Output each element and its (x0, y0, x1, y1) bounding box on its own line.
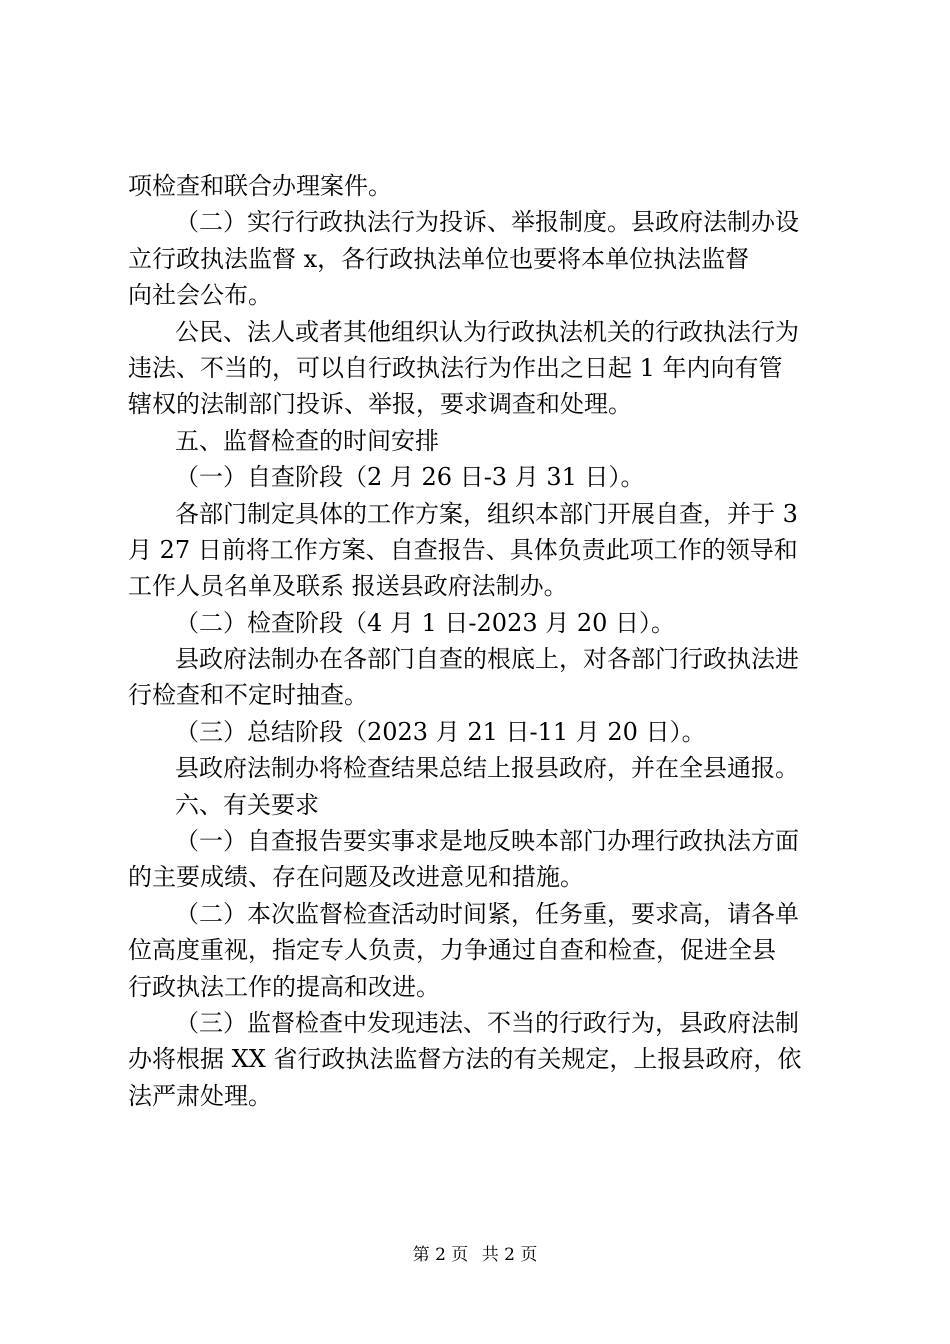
text-line: 违法、不当的，可以自行政执法行为作出之日起 1 年内向有管 (128, 353, 783, 382)
text-line: 县政府法制办在各部门自查的根底上，对各部门行政执法进 (175, 645, 799, 674)
document-body (128, 168, 834, 1114)
text-line: 行检查和不定时抽查。 (128, 681, 368, 710)
text-line: 行政执法工作的提高和改进。 (128, 972, 440, 1001)
text-line: 位高度重视，指定专人负责，力争通过自查和检查，促进全县 (128, 936, 776, 965)
text-line: 五、监督检查的时间安排 (175, 426, 439, 455)
text-line: （三）总结阶段（2023 月 21 日-11 月 20 日）。 (175, 717, 706, 746)
text-line: 的主要成绩、存在问题及改进意见和措施。 (128, 863, 584, 892)
text-line: （一）自查阶段（2 月 26 日-3 月 31 日）。 (175, 463, 645, 492)
page-total: 共 2 页 (481, 1245, 538, 1265)
text-line: 向社会公布。 (128, 281, 272, 310)
text-line: （二）检查阶段（4 月 1 日-2023 月 20 日）。 (175, 608, 676, 637)
text-line: 项检查和联合办理案件。 (128, 172, 392, 200)
page-footer (0, 1243, 950, 1267)
text-line: 公民、法人或者其他组织认为行政执法机关的行政执法行为 (175, 317, 799, 346)
text-line: （二）实行行政执法行为投诉、举报制度。县政府法制办设 (175, 208, 799, 237)
text-line: （一）自查报告要实事求是地反映本部门办理行政执法方面 (175, 827, 799, 856)
text-line: 立行政执法监督 x，各行政执法单位也要将本单位执法监督 (128, 244, 750, 273)
text-line: 办将根据 XX 省行政执法监督方法的有关规定，上报县政府，依 (128, 1045, 802, 1074)
text-line: 月 27 日前将工作方案、自查报告、具体负责此项工作的领导和 (128, 535, 798, 564)
text-line: 各部门制定具体的工作方案，组织本部门开展自查，并于 3 (175, 499, 798, 528)
text-line: （二）本次监督检查活动时间紧，任务重，要求高，请各单 (175, 899, 799, 928)
text-line: 工作人员名单及联系 报送县政府法制办。 (128, 572, 568, 601)
page-number: 第 2 页 (412, 1245, 469, 1265)
text-line: 辖权的法制部门投诉、举报，要求调查和处理。 (128, 390, 632, 419)
text-line: 六、有关要求 (175, 790, 319, 819)
text-line: （三）监督检查中发现违法、不当的行政行为，县政府法制 (175, 1008, 799, 1037)
text-line: 法严肃处理。 (128, 1081, 272, 1110)
text-line: 县政府法制办将检查结果总结上报县政府，并在全县通报。 (175, 754, 799, 783)
